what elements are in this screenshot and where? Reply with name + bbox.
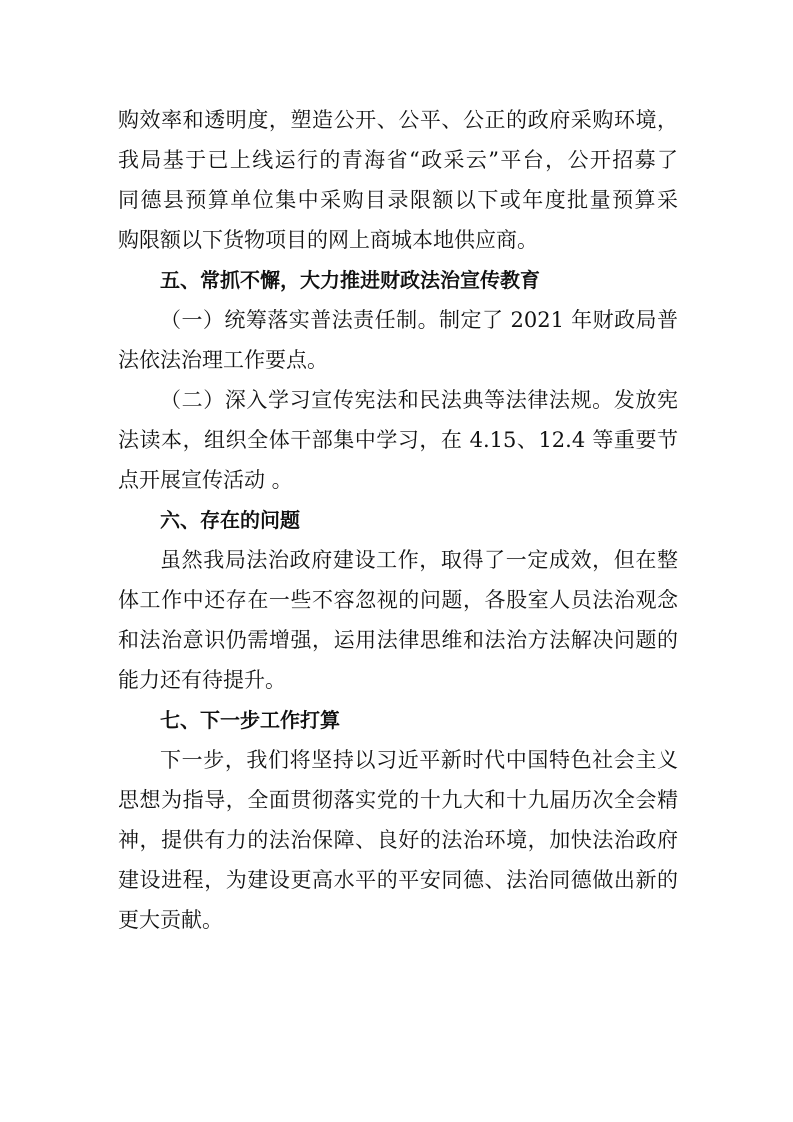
text-line: 建设进程，为建设更高水平的平安同德、法治同德做出新的 bbox=[118, 868, 678, 892]
text-line: 虽然我局法治政府建设工作，取得了一定成效，但在整 bbox=[160, 548, 678, 572]
heading-text: 六、存在的问题 bbox=[160, 508, 300, 532]
paragraph-procurement bbox=[118, 100, 678, 260]
text-line: 能力还有待提升。 bbox=[118, 668, 286, 692]
document-body bbox=[118, 100, 678, 940]
section-heading-7 bbox=[118, 700, 678, 740]
text-line: 下一步，我们将坚持以习近平新时代中国特色社会主义 bbox=[160, 748, 678, 772]
text-line: 同德县预算单位集中采购目录限额以下或年度批量预算采 bbox=[118, 188, 678, 212]
section-heading-6 bbox=[118, 500, 678, 540]
text-line: 更大贡献。 bbox=[118, 908, 223, 932]
paragraph-next-steps bbox=[118, 740, 678, 940]
text-line: 购限额以下货物项目的网上商城本地供应商。 bbox=[118, 228, 538, 252]
text-line: 和法治意识仍需增强，运用法律思维和法治方法解决问题的 bbox=[118, 628, 678, 652]
text-line: 神，提供有力的法治保障、良好的法治环境，加快法治政府 bbox=[118, 828, 678, 852]
heading-text: 七、下一步工作打算 bbox=[160, 708, 340, 732]
paragraph-problems bbox=[118, 540, 678, 700]
paragraph-item-2 bbox=[118, 380, 678, 500]
text-line: 法依法治理工作要点。 bbox=[118, 348, 328, 372]
section-heading-5 bbox=[118, 260, 678, 300]
heading-text: 五、常抓不懈，大力推进财政法治宣传教育 bbox=[160, 268, 540, 292]
paragraph-item-1 bbox=[118, 300, 678, 380]
text-line: 体工作中还存在一些不容忽视的问题，各股室人员法治观念 bbox=[118, 588, 678, 612]
text-line: 购效率和透明度，塑造公开、公平、公正的政府采购环境， bbox=[118, 108, 678, 132]
text-line: 法读本，组织全体干部集中学习，在 4.15、12.4 等重要节 bbox=[118, 428, 678, 452]
text-line: 我局基于已上线运行的青海省“政采云”平台，公开招募了 bbox=[118, 148, 678, 172]
text-line: 思想为指导，全面贯彻落实党的十九大和十九届历次全会精 bbox=[118, 788, 678, 812]
text-line: 点开展宣传活动 。 bbox=[118, 468, 293, 492]
text-line: （二）深入学习宣传宪法和民法典等法律法规。发放宪 bbox=[160, 388, 678, 412]
text-line: （一）统筹落实普法责任制。制定了 2021 年财政局普 bbox=[160, 308, 678, 332]
